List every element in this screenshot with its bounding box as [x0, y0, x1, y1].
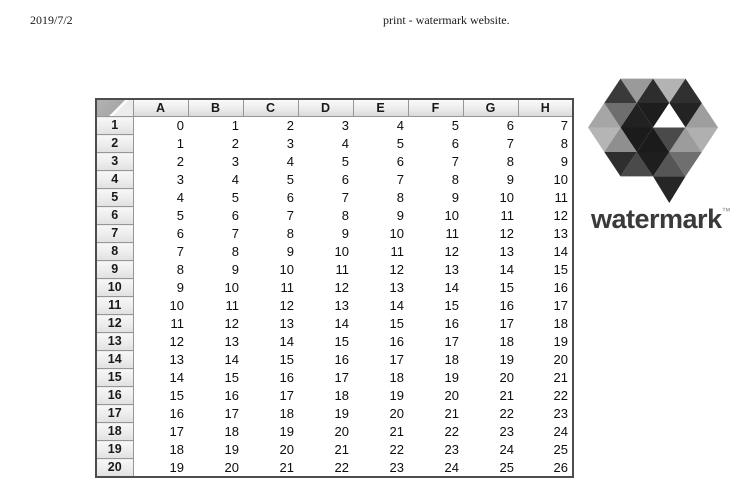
data-cell: 15 — [133, 387, 188, 405]
print-title: print - watermark website. — [383, 13, 510, 27]
data-cell: 16 — [298, 351, 353, 369]
data-cell: 9 — [463, 171, 518, 189]
column-header: B — [188, 99, 243, 117]
data-cell: 8 — [408, 171, 463, 189]
data-cell: 12 — [353, 261, 408, 279]
data-cell: 18 — [518, 315, 573, 333]
data-cell: 1 — [188, 117, 243, 135]
data-cell: 10 — [243, 261, 298, 279]
data-cell: 23 — [463, 423, 518, 441]
row-header: 8 — [96, 243, 133, 261]
data-cell: 18 — [133, 441, 188, 459]
data-cell: 18 — [353, 369, 408, 387]
data-cell: 9 — [133, 279, 188, 297]
data-cell: 15 — [188, 369, 243, 387]
data-cell: 14 — [133, 369, 188, 387]
data-cell: 6 — [298, 171, 353, 189]
row-header: 9 — [96, 261, 133, 279]
table-row — [96, 441, 573, 459]
data-cell: 17 — [188, 405, 243, 423]
data-cell: 20 — [298, 423, 353, 441]
data-cell: 15 — [518, 261, 573, 279]
data-cell: 17 — [518, 297, 573, 315]
data-cell: 18 — [298, 387, 353, 405]
data-cell: 15 — [243, 351, 298, 369]
data-cell: 16 — [188, 387, 243, 405]
row-header: 16 — [96, 387, 133, 405]
data-cell: 10 — [408, 207, 463, 225]
data-cell: 13 — [408, 261, 463, 279]
data-cell: 11 — [518, 189, 573, 207]
data-cell: 16 — [408, 315, 463, 333]
table-row — [96, 189, 573, 207]
watermark-brand — [588, 76, 740, 235]
table-row — [96, 351, 573, 369]
data-cell: 13 — [353, 279, 408, 297]
data-cell: 17 — [408, 333, 463, 351]
data-cell: 24 — [518, 423, 573, 441]
data-cell: 5 — [298, 153, 353, 171]
data-cell: 9 — [408, 189, 463, 207]
data-cell: 14 — [518, 243, 573, 261]
data-cell: 7 — [298, 189, 353, 207]
wordmark-text: watermark — [591, 204, 722, 234]
data-cell: 6 — [188, 207, 243, 225]
spreadsheet-table — [95, 98, 574, 478]
data-cell: 15 — [463, 279, 518, 297]
row-header: 18 — [96, 423, 133, 441]
data-cell: 25 — [463, 459, 518, 478]
spreadsheet — [95, 98, 574, 478]
data-cell: 22 — [298, 459, 353, 478]
data-cell: 19 — [133, 459, 188, 478]
data-cell: 10 — [518, 171, 573, 189]
data-cell: 15 — [298, 333, 353, 351]
data-cell: 11 — [298, 261, 353, 279]
data-cell: 22 — [518, 387, 573, 405]
data-cell: 5 — [353, 135, 408, 153]
table-row — [96, 171, 573, 189]
data-cell: 12 — [243, 297, 298, 315]
logo-triangle — [653, 176, 686, 203]
data-cell: 19 — [463, 351, 518, 369]
data-cell: 18 — [463, 333, 518, 351]
data-cell: 20 — [188, 459, 243, 478]
data-cell: 18 — [243, 405, 298, 423]
row-header: 7 — [96, 225, 133, 243]
watermark-logo — [588, 76, 722, 203]
data-cell: 13 — [133, 351, 188, 369]
data-cell: 6 — [243, 189, 298, 207]
data-cell: 25 — [518, 441, 573, 459]
data-cell: 22 — [463, 405, 518, 423]
data-cell: 4 — [243, 153, 298, 171]
data-cell: 0 — [133, 117, 188, 135]
column-header: H — [518, 99, 573, 117]
row-header: 19 — [96, 441, 133, 459]
data-cell: 24 — [408, 459, 463, 478]
data-cell: 13 — [463, 243, 518, 261]
row-header: 4 — [96, 171, 133, 189]
data-cell: 12 — [463, 225, 518, 243]
data-cell: 19 — [243, 423, 298, 441]
column-header: G — [463, 99, 518, 117]
column-header: F — [408, 99, 463, 117]
table-row — [96, 405, 573, 423]
data-cell: 4 — [188, 171, 243, 189]
data-cell: 10 — [463, 189, 518, 207]
data-cell: 22 — [353, 441, 408, 459]
data-cell: 11 — [353, 243, 408, 261]
data-cell: 9 — [298, 225, 353, 243]
data-cell: 11 — [463, 207, 518, 225]
data-cell: 14 — [188, 351, 243, 369]
data-cell: 9 — [353, 207, 408, 225]
data-cell: 9 — [518, 153, 573, 171]
data-cell: 11 — [188, 297, 243, 315]
data-cell: 6 — [463, 117, 518, 135]
data-cell: 14 — [243, 333, 298, 351]
data-cell: 23 — [518, 405, 573, 423]
data-cell: 17 — [133, 423, 188, 441]
data-cell: 20 — [353, 405, 408, 423]
data-cell: 3 — [133, 171, 188, 189]
data-cell: 17 — [243, 387, 298, 405]
data-cell: 3 — [243, 135, 298, 153]
print-date: 2019/7/2 — [30, 13, 73, 27]
row-header: 13 — [96, 333, 133, 351]
data-cell: 4 — [298, 135, 353, 153]
data-cell: 11 — [133, 315, 188, 333]
data-cell: 7 — [408, 153, 463, 171]
data-cell: 21 — [298, 441, 353, 459]
data-cell: 4 — [353, 117, 408, 135]
data-cell: 20 — [518, 351, 573, 369]
data-cell: 8 — [133, 261, 188, 279]
data-cell: 17 — [353, 351, 408, 369]
column-header: E — [353, 99, 408, 117]
row-header: 5 — [96, 189, 133, 207]
data-cell: 7 — [188, 225, 243, 243]
data-cell: 16 — [463, 297, 518, 315]
row-header: 11 — [96, 297, 133, 315]
table-row — [96, 333, 573, 351]
table-row — [96, 369, 573, 387]
data-cell: 12 — [298, 279, 353, 297]
table-row — [96, 387, 573, 405]
data-cell: 2 — [243, 117, 298, 135]
data-cell: 10 — [188, 279, 243, 297]
data-cell: 12 — [188, 315, 243, 333]
data-cell: 4 — [133, 189, 188, 207]
data-cell: 10 — [133, 297, 188, 315]
data-cell: 16 — [243, 369, 298, 387]
row-header: 20 — [96, 459, 133, 478]
data-cell: 19 — [408, 369, 463, 387]
data-cell: 21 — [243, 459, 298, 478]
data-cell: 8 — [188, 243, 243, 261]
data-cell: 8 — [243, 225, 298, 243]
data-cell: 19 — [518, 333, 573, 351]
data-cell: 11 — [408, 225, 463, 243]
data-cell: 17 — [463, 315, 518, 333]
data-cell: 21 — [408, 405, 463, 423]
data-cell: 7 — [518, 117, 573, 135]
data-cell: 7 — [353, 171, 408, 189]
data-cell: 20 — [408, 387, 463, 405]
data-cell: 14 — [408, 279, 463, 297]
data-cell: 13 — [243, 315, 298, 333]
data-cell: 15 — [408, 297, 463, 315]
data-cell: 13 — [518, 225, 573, 243]
data-cell: 18 — [408, 351, 463, 369]
data-cell: 26 — [518, 459, 573, 478]
table-row — [96, 423, 573, 441]
data-cell: 15 — [353, 315, 408, 333]
column-header: D — [298, 99, 353, 117]
data-cell: 9 — [243, 243, 298, 261]
row-header: 1 — [96, 117, 133, 135]
table-row — [96, 459, 573, 478]
data-cell: 6 — [133, 225, 188, 243]
row-header: 15 — [96, 369, 133, 387]
table-row — [96, 297, 573, 315]
table-row — [96, 117, 573, 135]
row-header: 17 — [96, 405, 133, 423]
data-cell: 10 — [353, 225, 408, 243]
row-header: 10 — [96, 279, 133, 297]
table-row — [96, 225, 573, 243]
row-header: 3 — [96, 153, 133, 171]
data-cell: 20 — [463, 369, 518, 387]
column-header: A — [133, 99, 188, 117]
data-cell: 8 — [463, 153, 518, 171]
data-cell: 14 — [463, 261, 518, 279]
data-cell: 16 — [133, 405, 188, 423]
data-cell: 16 — [518, 279, 573, 297]
data-cell: 14 — [353, 297, 408, 315]
table-row — [96, 243, 573, 261]
data-cell: 5 — [243, 171, 298, 189]
data-cell: 12 — [518, 207, 573, 225]
watermark-wordmark — [591, 204, 740, 235]
table-row — [96, 153, 573, 171]
data-cell: 2 — [188, 135, 243, 153]
data-cell: 10 — [298, 243, 353, 261]
row-header: 2 — [96, 135, 133, 153]
data-cell: 11 — [243, 279, 298, 297]
data-cell: 22 — [408, 423, 463, 441]
data-cell: 5 — [408, 117, 463, 135]
table-row — [96, 279, 573, 297]
data-cell: 9 — [188, 261, 243, 279]
data-cell: 2 — [133, 153, 188, 171]
data-cell: 6 — [408, 135, 463, 153]
data-cell: 3 — [188, 153, 243, 171]
data-cell: 23 — [353, 459, 408, 478]
row-header: 12 — [96, 315, 133, 333]
data-cell: 19 — [188, 441, 243, 459]
data-cell: 20 — [243, 441, 298, 459]
data-cell: 13 — [188, 333, 243, 351]
data-cell: 7 — [243, 207, 298, 225]
data-cell: 21 — [518, 369, 573, 387]
data-cell: 13 — [298, 297, 353, 315]
select-all-corner-cell — [96, 99, 133, 117]
data-cell: 17 — [298, 369, 353, 387]
data-cell: 18 — [188, 423, 243, 441]
data-cell: 8 — [298, 207, 353, 225]
data-cell: 12 — [408, 243, 463, 261]
data-cell: 23 — [408, 441, 463, 459]
column-header: C — [243, 99, 298, 117]
table-row — [96, 135, 573, 153]
data-cell: 24 — [463, 441, 518, 459]
table-row — [96, 261, 573, 279]
data-cell: 7 — [133, 243, 188, 261]
trademark-symbol: ™ — [721, 206, 731, 216]
data-cell: 8 — [518, 135, 573, 153]
data-cell: 5 — [188, 189, 243, 207]
data-cell: 1 — [133, 135, 188, 153]
data-cell: 7 — [463, 135, 518, 153]
data-cell: 21 — [463, 387, 518, 405]
table-row — [96, 315, 573, 333]
data-cell: 8 — [353, 189, 408, 207]
data-cell: 3 — [298, 117, 353, 135]
row-header: 14 — [96, 351, 133, 369]
data-cell: 14 — [298, 315, 353, 333]
data-cell: 19 — [298, 405, 353, 423]
data-cell: 16 — [353, 333, 408, 351]
data-cell: 12 — [133, 333, 188, 351]
data-cell: 21 — [353, 423, 408, 441]
row-header: 6 — [96, 207, 133, 225]
data-cell: 19 — [353, 387, 408, 405]
data-cell: 6 — [353, 153, 408, 171]
data-cell: 5 — [133, 207, 188, 225]
table-row — [96, 207, 573, 225]
